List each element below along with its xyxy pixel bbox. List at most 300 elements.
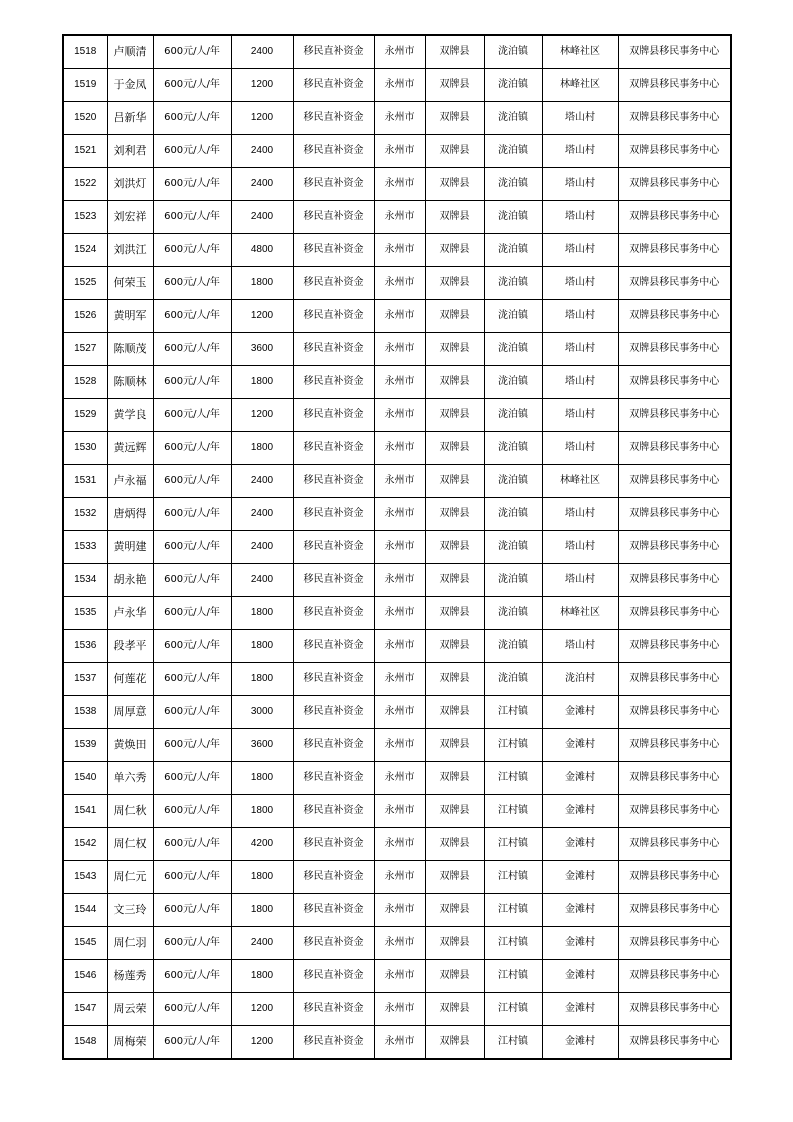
subsidy-standard-cell: 600元/人/年	[153, 729, 231, 762]
agency-cell: 双牌县移民事务中心	[618, 993, 731, 1026]
fund-type-cell: 移民直补资金	[293, 432, 374, 465]
village-cell: 塔山村	[542, 366, 618, 399]
row-number-cell: 1544	[63, 894, 107, 927]
city-cell: 永州市	[374, 366, 425, 399]
subsidy-standard-cell: 600元/人/年	[153, 69, 231, 102]
town-cell: 泷泊镇	[484, 564, 542, 597]
amount-cell: 2400	[231, 498, 293, 531]
city-cell: 永州市	[374, 729, 425, 762]
county-cell: 双牌县	[425, 531, 484, 564]
table-row	[63, 828, 731, 861]
person-name-cell: 周厚意	[107, 696, 153, 729]
county-cell: 双牌县	[425, 960, 484, 993]
village-cell: 金滩村	[542, 894, 618, 927]
row-number-cell: 1538	[63, 696, 107, 729]
village-cell: 塔山村	[542, 630, 618, 663]
fund-type-cell: 移民直补资金	[293, 960, 374, 993]
person-name-cell: 刘洪灯	[107, 168, 153, 201]
person-name-cell: 段孝平	[107, 630, 153, 663]
fund-type-cell: 移民直补资金	[293, 993, 374, 1026]
table-row	[63, 432, 731, 465]
village-cell: 塔山村	[542, 333, 618, 366]
fund-type-cell: 移民直补资金	[293, 597, 374, 630]
subsidy-standard-cell: 600元/人/年	[153, 201, 231, 234]
amount-cell: 4800	[231, 234, 293, 267]
row-number-cell: 1519	[63, 69, 107, 102]
table-row	[63, 333, 731, 366]
city-cell: 永州市	[374, 597, 425, 630]
town-cell: 江村镇	[484, 762, 542, 795]
county-cell: 双牌县	[425, 234, 484, 267]
row-number-cell: 1520	[63, 102, 107, 135]
subsidy-standard-cell: 600元/人/年	[153, 267, 231, 300]
county-cell: 双牌县	[425, 630, 484, 663]
subsidy-standard-cell: 600元/人/年	[153, 234, 231, 267]
city-cell: 永州市	[374, 135, 425, 168]
amount-cell: 1200	[231, 1026, 293, 1060]
table-row	[63, 531, 731, 564]
agency-cell: 双牌县移民事务中心	[618, 597, 731, 630]
row-number-cell: 1535	[63, 597, 107, 630]
subsidy-standard-cell: 600元/人/年	[153, 795, 231, 828]
row-number-cell: 1525	[63, 267, 107, 300]
fund-type-cell: 移民直补资金	[293, 564, 374, 597]
agency-cell: 双牌县移民事务中心	[618, 894, 731, 927]
amount-cell: 2400	[231, 564, 293, 597]
amount-cell: 3600	[231, 333, 293, 366]
row-number-cell: 1527	[63, 333, 107, 366]
village-cell: 林峰社区	[542, 465, 618, 498]
county-cell: 双牌县	[425, 432, 484, 465]
person-name-cell: 周仁秋	[107, 795, 153, 828]
person-name-cell: 卢永福	[107, 465, 153, 498]
person-name-cell: 黄远辉	[107, 432, 153, 465]
county-cell: 双牌县	[425, 696, 484, 729]
city-cell: 永州市	[374, 795, 425, 828]
town-cell: 江村镇	[484, 729, 542, 762]
person-name-cell: 何荣玉	[107, 267, 153, 300]
table-row	[63, 795, 731, 828]
city-cell: 永州市	[374, 35, 425, 69]
town-cell: 泷泊镇	[484, 267, 542, 300]
town-cell: 江村镇	[484, 927, 542, 960]
agency-cell: 双牌县移民事务中心	[618, 168, 731, 201]
person-name-cell: 卢永华	[107, 597, 153, 630]
subsidy-standard-cell: 600元/人/年	[153, 894, 231, 927]
roster-body	[63, 35, 731, 1059]
subsidy-standard-cell: 600元/人/年	[153, 630, 231, 663]
row-number-cell: 1548	[63, 1026, 107, 1060]
county-cell: 双牌县	[425, 927, 484, 960]
agency-cell: 双牌县移民事务中心	[618, 729, 731, 762]
amount-cell: 1800	[231, 894, 293, 927]
village-cell: 塔山村	[542, 201, 618, 234]
agency-cell: 双牌县移民事务中心	[618, 69, 731, 102]
subsidy-standard-cell: 600元/人/年	[153, 828, 231, 861]
town-cell: 江村镇	[484, 960, 542, 993]
agency-cell: 双牌县移民事务中心	[618, 267, 731, 300]
amount-cell: 1200	[231, 300, 293, 333]
row-number-cell: 1547	[63, 993, 107, 1026]
agency-cell: 双牌县移民事务中心	[618, 960, 731, 993]
table-row	[63, 69, 731, 102]
person-name-cell: 于金凤	[107, 69, 153, 102]
subsidy-roster-table	[62, 34, 732, 1060]
county-cell: 双牌县	[425, 102, 484, 135]
table-row	[63, 663, 731, 696]
table-row	[63, 1026, 731, 1060]
amount-cell: 3000	[231, 696, 293, 729]
amount-cell: 2400	[231, 168, 293, 201]
row-number-cell: 1522	[63, 168, 107, 201]
agency-cell: 双牌县移民事务中心	[618, 1026, 731, 1060]
fund-type-cell: 移民直补资金	[293, 498, 374, 531]
person-name-cell: 周云荣	[107, 993, 153, 1026]
fund-type-cell: 移民直补资金	[293, 828, 374, 861]
row-number-cell: 1532	[63, 498, 107, 531]
town-cell: 泷泊镇	[484, 432, 542, 465]
city-cell: 永州市	[374, 465, 425, 498]
agency-cell: 双牌县移民事务中心	[618, 564, 731, 597]
table-row	[63, 564, 731, 597]
row-number-cell: 1537	[63, 663, 107, 696]
fund-type-cell: 移民直补资金	[293, 35, 374, 69]
city-cell: 永州市	[374, 993, 425, 1026]
row-number-cell: 1540	[63, 762, 107, 795]
table-row	[63, 366, 731, 399]
city-cell: 永州市	[374, 168, 425, 201]
person-name-cell: 黄明建	[107, 531, 153, 564]
county-cell: 双牌县	[425, 333, 484, 366]
person-name-cell: 刘宏祥	[107, 201, 153, 234]
fund-type-cell: 移民直补资金	[293, 795, 374, 828]
amount-cell: 1200	[231, 399, 293, 432]
person-name-cell: 黄焕田	[107, 729, 153, 762]
row-number-cell: 1533	[63, 531, 107, 564]
county-cell: 双牌县	[425, 597, 484, 630]
town-cell: 江村镇	[484, 828, 542, 861]
village-cell: 林峰社区	[542, 597, 618, 630]
amount-cell: 1800	[231, 267, 293, 300]
town-cell: 泷泊镇	[484, 35, 542, 69]
amount-cell: 1800	[231, 861, 293, 894]
row-number-cell: 1546	[63, 960, 107, 993]
fund-type-cell: 移民直补资金	[293, 300, 374, 333]
person-name-cell: 胡永艳	[107, 564, 153, 597]
amount-cell: 2400	[231, 531, 293, 564]
town-cell: 泷泊镇	[484, 465, 542, 498]
county-cell: 双牌县	[425, 135, 484, 168]
village-cell: 金滩村	[542, 828, 618, 861]
table-row	[63, 894, 731, 927]
subsidy-standard-cell: 600元/人/年	[153, 300, 231, 333]
town-cell: 泷泊镇	[484, 102, 542, 135]
village-cell: 塔山村	[542, 564, 618, 597]
town-cell: 江村镇	[484, 861, 542, 894]
row-number-cell: 1524	[63, 234, 107, 267]
subsidy-standard-cell: 600元/人/年	[153, 696, 231, 729]
fund-type-cell: 移民直补资金	[293, 1026, 374, 1060]
table-row	[63, 729, 731, 762]
county-cell: 双牌县	[425, 366, 484, 399]
town-cell: 泷泊镇	[484, 69, 542, 102]
amount-cell: 1800	[231, 366, 293, 399]
county-cell: 双牌县	[425, 894, 484, 927]
fund-type-cell: 移民直补资金	[293, 861, 374, 894]
agency-cell: 双牌县移民事务中心	[618, 762, 731, 795]
amount-cell: 1800	[231, 432, 293, 465]
table-row	[63, 465, 731, 498]
city-cell: 永州市	[374, 399, 425, 432]
agency-cell: 双牌县移民事务中心	[618, 663, 731, 696]
row-number-cell: 1545	[63, 927, 107, 960]
fund-type-cell: 移民直补资金	[293, 69, 374, 102]
table-row	[63, 993, 731, 1026]
amount-cell: 2400	[231, 465, 293, 498]
town-cell: 泷泊镇	[484, 399, 542, 432]
city-cell: 永州市	[374, 498, 425, 531]
person-name-cell: 刘利君	[107, 135, 153, 168]
amount-cell: 1800	[231, 960, 293, 993]
table-row	[63, 399, 731, 432]
fund-type-cell: 移民直补资金	[293, 399, 374, 432]
agency-cell: 双牌县移民事务中心	[618, 300, 731, 333]
person-name-cell: 刘洪江	[107, 234, 153, 267]
fund-type-cell: 移民直补资金	[293, 894, 374, 927]
amount-cell: 1800	[231, 597, 293, 630]
agency-cell: 双牌县移民事务中心	[618, 795, 731, 828]
agency-cell: 双牌县移民事务中心	[618, 35, 731, 69]
subsidy-standard-cell: 600元/人/年	[153, 564, 231, 597]
subsidy-standard-cell: 600元/人/年	[153, 498, 231, 531]
amount-cell: 2400	[231, 135, 293, 168]
person-name-cell: 何莲花	[107, 663, 153, 696]
fund-type-cell: 移民直补资金	[293, 630, 374, 663]
person-name-cell: 陈顺茂	[107, 333, 153, 366]
county-cell: 双牌县	[425, 201, 484, 234]
person-name-cell: 陈顺林	[107, 366, 153, 399]
amount-cell: 1800	[231, 663, 293, 696]
row-number-cell: 1530	[63, 432, 107, 465]
city-cell: 永州市	[374, 201, 425, 234]
fund-type-cell: 移民直补资金	[293, 729, 374, 762]
amount-cell: 3600	[231, 729, 293, 762]
city-cell: 永州市	[374, 234, 425, 267]
county-cell: 双牌县	[425, 168, 484, 201]
fund-type-cell: 移民直补资金	[293, 234, 374, 267]
agency-cell: 双牌县移民事务中心	[618, 432, 731, 465]
city-cell: 永州市	[374, 828, 425, 861]
village-cell: 塔山村	[542, 135, 618, 168]
person-name-cell: 唐炳得	[107, 498, 153, 531]
agency-cell: 双牌县移民事务中心	[618, 465, 731, 498]
subsidy-standard-cell: 600元/人/年	[153, 102, 231, 135]
county-cell: 双牌县	[425, 663, 484, 696]
amount-cell: 2400	[231, 927, 293, 960]
subsidy-standard-cell: 600元/人/年	[153, 35, 231, 69]
fund-type-cell: 移民直补资金	[293, 333, 374, 366]
city-cell: 永州市	[374, 531, 425, 564]
subsidy-standard-cell: 600元/人/年	[153, 861, 231, 894]
row-number-cell: 1542	[63, 828, 107, 861]
table-row	[63, 597, 731, 630]
row-number-cell: 1528	[63, 366, 107, 399]
city-cell: 永州市	[374, 1026, 425, 1060]
amount-cell: 1800	[231, 795, 293, 828]
subsidy-standard-cell: 600元/人/年	[153, 597, 231, 630]
town-cell: 江村镇	[484, 993, 542, 1026]
village-cell: 金滩村	[542, 1026, 618, 1060]
town-cell: 泷泊镇	[484, 597, 542, 630]
row-number-cell: 1526	[63, 300, 107, 333]
person-name-cell: 周仁权	[107, 828, 153, 861]
agency-cell: 双牌县移民事务中心	[618, 234, 731, 267]
city-cell: 永州市	[374, 267, 425, 300]
row-number-cell: 1531	[63, 465, 107, 498]
town-cell: 泷泊镇	[484, 333, 542, 366]
fund-type-cell: 移民直补资金	[293, 168, 374, 201]
amount-cell: 1200	[231, 69, 293, 102]
fund-type-cell: 移民直补资金	[293, 267, 374, 300]
village-cell: 金滩村	[542, 762, 618, 795]
county-cell: 双牌县	[425, 267, 484, 300]
amount-cell: 2400	[231, 35, 293, 69]
row-number-cell: 1536	[63, 630, 107, 663]
fund-type-cell: 移民直补资金	[293, 201, 374, 234]
subsidy-standard-cell: 600元/人/年	[153, 1026, 231, 1060]
table-row	[63, 927, 731, 960]
city-cell: 永州市	[374, 663, 425, 696]
agency-cell: 双牌县移民事务中心	[618, 531, 731, 564]
agency-cell: 双牌县移民事务中心	[618, 861, 731, 894]
fund-type-cell: 移民直补资金	[293, 663, 374, 696]
amount-cell: 4200	[231, 828, 293, 861]
county-cell: 双牌县	[425, 35, 484, 69]
village-cell: 金滩村	[542, 795, 618, 828]
town-cell: 泷泊镇	[484, 366, 542, 399]
subsidy-standard-cell: 600元/人/年	[153, 399, 231, 432]
county-cell: 双牌县	[425, 399, 484, 432]
agency-cell: 双牌县移民事务中心	[618, 366, 731, 399]
county-cell: 双牌县	[425, 465, 484, 498]
county-cell: 双牌县	[425, 498, 484, 531]
village-cell: 金滩村	[542, 993, 618, 1026]
fund-type-cell: 移民直补资金	[293, 465, 374, 498]
agency-cell: 双牌县移民事务中心	[618, 696, 731, 729]
village-cell: 塔山村	[542, 300, 618, 333]
village-cell: 金滩村	[542, 696, 618, 729]
town-cell: 江村镇	[484, 894, 542, 927]
subsidy-standard-cell: 600元/人/年	[153, 333, 231, 366]
city-cell: 永州市	[374, 960, 425, 993]
village-cell: 塔山村	[542, 432, 618, 465]
subsidy-standard-cell: 600元/人/年	[153, 432, 231, 465]
fund-type-cell: 移民直补资金	[293, 366, 374, 399]
table-row	[63, 267, 731, 300]
fund-type-cell: 移民直补资金	[293, 135, 374, 168]
table-row	[63, 762, 731, 795]
table-row	[63, 168, 731, 201]
town-cell: 江村镇	[484, 1026, 542, 1060]
town-cell: 泷泊镇	[484, 201, 542, 234]
city-cell: 永州市	[374, 564, 425, 597]
amount-cell: 2400	[231, 201, 293, 234]
person-name-cell: 吕新华	[107, 102, 153, 135]
row-number-cell: 1541	[63, 795, 107, 828]
agency-cell: 双牌县移民事务中心	[618, 102, 731, 135]
county-cell: 双牌县	[425, 300, 484, 333]
subsidy-standard-cell: 600元/人/年	[153, 135, 231, 168]
person-name-cell: 周梅荣	[107, 1026, 153, 1060]
table-row	[63, 35, 731, 69]
person-name-cell: 单六秀	[107, 762, 153, 795]
agency-cell: 双牌县移民事务中心	[618, 498, 731, 531]
city-cell: 永州市	[374, 696, 425, 729]
county-cell: 双牌县	[425, 564, 484, 597]
village-cell: 金滩村	[542, 927, 618, 960]
fund-type-cell: 移民直补资金	[293, 102, 374, 135]
county-cell: 双牌县	[425, 729, 484, 762]
town-cell: 泷泊镇	[484, 498, 542, 531]
row-number-cell: 1521	[63, 135, 107, 168]
subsidy-standard-cell: 600元/人/年	[153, 993, 231, 1026]
town-cell: 泷泊镇	[484, 663, 542, 696]
county-cell: 双牌县	[425, 69, 484, 102]
village-cell: 塔山村	[542, 234, 618, 267]
agency-cell: 双牌县移民事务中心	[618, 333, 731, 366]
village-cell: 塔山村	[542, 168, 618, 201]
row-number-cell: 1523	[63, 201, 107, 234]
city-cell: 永州市	[374, 432, 425, 465]
table-row	[63, 300, 731, 333]
village-cell: 塔山村	[542, 498, 618, 531]
town-cell: 泷泊镇	[484, 531, 542, 564]
village-cell: 塔山村	[542, 531, 618, 564]
table-row	[63, 630, 731, 663]
row-number-cell: 1518	[63, 35, 107, 69]
county-cell: 双牌县	[425, 1026, 484, 1060]
table-row	[63, 498, 731, 531]
person-name-cell: 黄明军	[107, 300, 153, 333]
agency-cell: 双牌县移民事务中心	[618, 630, 731, 663]
city-cell: 永州市	[374, 69, 425, 102]
agency-cell: 双牌县移民事务中心	[618, 927, 731, 960]
agency-cell: 双牌县移民事务中心	[618, 201, 731, 234]
subsidy-standard-cell: 600元/人/年	[153, 531, 231, 564]
village-cell: 泷泊村	[542, 663, 618, 696]
village-cell: 塔山村	[542, 102, 618, 135]
subsidy-standard-cell: 600元/人/年	[153, 927, 231, 960]
county-cell: 双牌县	[425, 828, 484, 861]
village-cell: 塔山村	[542, 267, 618, 300]
county-cell: 双牌县	[425, 993, 484, 1026]
table-row	[63, 102, 731, 135]
subsidy-standard-cell: 600元/人/年	[153, 960, 231, 993]
village-cell: 林峰社区	[542, 69, 618, 102]
subsidy-standard-cell: 600元/人/年	[153, 762, 231, 795]
table-row	[63, 201, 731, 234]
subsidy-standard-cell: 600元/人/年	[153, 168, 231, 201]
village-cell: 林峰社区	[542, 35, 618, 69]
table-row	[63, 135, 731, 168]
village-cell: 金滩村	[542, 861, 618, 894]
fund-type-cell: 移民直补资金	[293, 696, 374, 729]
county-cell: 双牌县	[425, 795, 484, 828]
village-cell: 金滩村	[542, 729, 618, 762]
agency-cell: 双牌县移民事务中心	[618, 399, 731, 432]
county-cell: 双牌县	[425, 861, 484, 894]
amount-cell: 1800	[231, 762, 293, 795]
